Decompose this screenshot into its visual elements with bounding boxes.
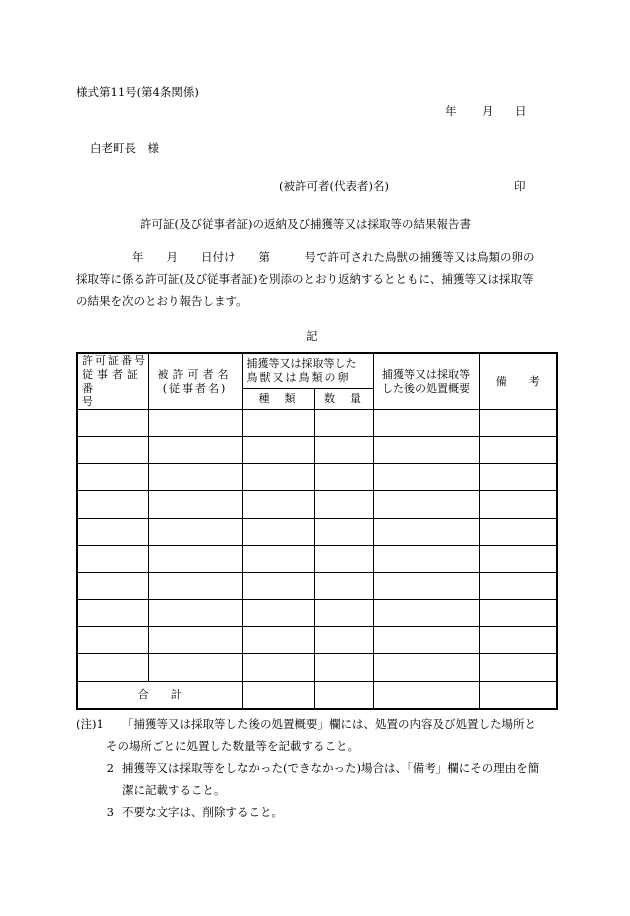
table-cell	[77, 464, 148, 491]
total-cell	[242, 681, 314, 709]
table-cell	[373, 491, 479, 518]
table-cell	[479, 464, 557, 491]
table-cell	[242, 518, 314, 545]
table-cell	[148, 464, 242, 491]
body-paragraph	[76, 246, 554, 312]
table-cell	[373, 599, 479, 626]
table-cell	[314, 491, 373, 518]
table-cell	[373, 545, 479, 572]
table-cell	[314, 654, 373, 681]
table-cell	[77, 410, 148, 437]
body-line: 年 月 日付け 第 号で許可された鳥獣の捕獲等又は鳥類の卵の	[132, 250, 535, 264]
notes	[76, 713, 556, 823]
table-cell	[148, 545, 242, 572]
table-cell	[479, 572, 557, 599]
form-number: 様式第11号(第4条関係)	[76, 85, 199, 99]
document-title: 許可証(及び従事者証)の返納及び捕獲等又は採取等の結果報告書	[140, 217, 471, 231]
table-cell	[77, 518, 148, 545]
table-cell	[77, 545, 148, 572]
table-cell	[242, 627, 314, 654]
table-cell	[242, 491, 314, 518]
table-cell	[373, 518, 479, 545]
table-cell	[148, 410, 242, 437]
addressee: 白老町長 様	[90, 141, 159, 155]
table-cell	[148, 437, 242, 464]
table-cell	[373, 627, 479, 654]
table-cell	[242, 410, 314, 437]
table-cell	[373, 572, 479, 599]
table-cell	[242, 545, 314, 572]
note-line: 潔に記載すること。	[122, 783, 226, 797]
table-cell	[242, 599, 314, 626]
table-cell	[242, 437, 314, 464]
header-permit-number: 許可証番号 従事者証 番 号	[77, 353, 148, 410]
header-captured-items: 捕獲等又は採取等した 鳥獣又は鳥類の卵	[242, 353, 373, 389]
table-row	[77, 545, 557, 572]
table-cell	[148, 491, 242, 518]
table-cell	[242, 572, 314, 599]
table-cell	[479, 410, 557, 437]
table-row	[77, 627, 557, 654]
header-quantity: 数 量	[314, 389, 373, 410]
table-cell	[77, 654, 148, 681]
table-row	[77, 518, 557, 545]
total-cell	[314, 681, 373, 709]
note-line: 2 捕獲等又は採取等をしなかった(できなかった)場合は、「備考」欄にその理由を簡	[106, 761, 540, 775]
body-line: の結果を次のとおり報告します。	[76, 294, 248, 308]
table-cell	[373, 654, 479, 681]
table-cell	[314, 518, 373, 545]
body-line: 採取等に係る許可証(及び従事者証)を別添のとおり返納するとともに、捕獲等又は採取等	[76, 272, 534, 286]
table-cell	[479, 518, 557, 545]
date-year-label: 年	[445, 104, 457, 118]
total-cell	[373, 681, 479, 709]
table-cell	[373, 464, 479, 491]
table-row	[77, 654, 557, 681]
table-cell	[242, 464, 314, 491]
total-label: 合 計	[77, 681, 242, 709]
header-permittee-name: 被許可者名 (従事者名)	[148, 353, 242, 410]
table-cell	[148, 518, 242, 545]
table-cell	[77, 491, 148, 518]
table-cell	[148, 654, 242, 681]
permittee-name-label: (被許可者(代表者)名)	[279, 179, 389, 193]
table-cell	[148, 572, 242, 599]
note-line: その場所ごとに処置した数量等を記載すること。	[106, 739, 359, 753]
table-cell	[77, 627, 148, 654]
date-month-label: 月	[482, 104, 494, 118]
table-row	[77, 599, 557, 626]
table-row	[77, 410, 557, 437]
table-cell	[77, 599, 148, 626]
table-cell	[314, 627, 373, 654]
table-cell	[314, 572, 373, 599]
table-row	[77, 491, 557, 518]
header-remarks: 備 考	[479, 353, 557, 410]
header-species: 種 類	[242, 389, 314, 410]
table-cell	[314, 464, 373, 491]
note-line: 3 不要な文字は、削除すること。	[106, 805, 283, 819]
note-line: (注)1 「捕獲等又は採取等した後の処置概要」欄には、処置の内容及び処置した場所と	[76, 717, 536, 731]
table-cell	[314, 410, 373, 437]
table-cell	[479, 599, 557, 626]
date-day-label: 日	[515, 104, 527, 118]
table-cell	[479, 545, 557, 572]
ki-heading: 記	[306, 329, 318, 343]
table-row	[77, 464, 557, 491]
table-cell	[479, 491, 557, 518]
table-cell	[479, 654, 557, 681]
table-cell	[148, 599, 242, 626]
table-cell	[314, 599, 373, 626]
report-table	[76, 352, 558, 710]
table-cell	[479, 627, 557, 654]
table-cell	[77, 572, 148, 599]
table-cell	[314, 437, 373, 464]
table-cell	[373, 410, 479, 437]
header-disposal-summary: 捕獲等又は採取等 した後の処置概要	[373, 353, 479, 410]
table-cell	[373, 437, 479, 464]
seal-mark: 印	[514, 179, 526, 193]
table-cell	[314, 545, 373, 572]
table-cell	[479, 437, 557, 464]
table-row	[77, 572, 557, 599]
table-cell	[77, 437, 148, 464]
total-cell	[479, 681, 557, 709]
table-cell	[148, 627, 242, 654]
table-cell	[242, 654, 314, 681]
table-row	[77, 437, 557, 464]
